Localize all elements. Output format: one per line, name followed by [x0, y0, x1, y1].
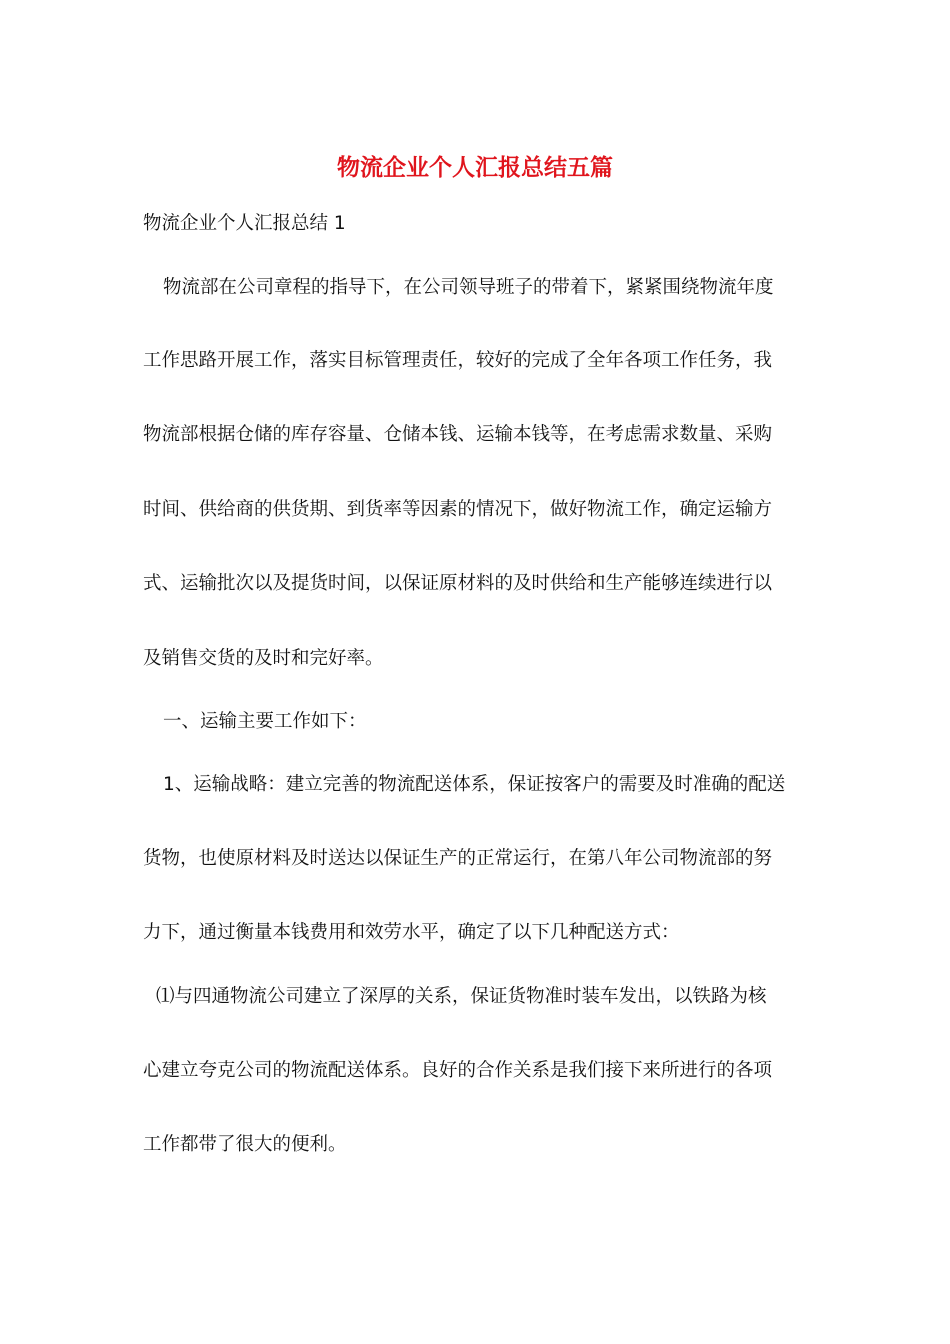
- paragraph-line: 1、运输战略：建立完善的物流配送体系，保证按客户的需要及时准确的配送: [163, 774, 786, 795]
- paragraph-line: ⑴与四通物流公司建立了深厚的关系，保证货物准时装车发出，以铁路为核: [156, 986, 767, 1007]
- paragraph-line: 货物，也使原材料及时送达以保证生产的正常运行，在第八年公司物流部的努: [143, 848, 773, 869]
- paragraph-line: 力下，通过衡量本钱费用和效劳水平，确定了以下几种配送方式：: [143, 922, 680, 943]
- section-heading: 物流企业个人汇报总结 1: [143, 213, 346, 234]
- paragraph-line: 物流部根据仓储的库存容量、仓储本钱、运输本钱等，在考虑需求数量、采购: [143, 424, 773, 445]
- paragraph-line: 时间、供给商的供货期、到货率等因素的情况下，做好物流工作，确定运输方: [143, 499, 773, 520]
- paragraph-line: 及销售交货的及时和完好率。: [143, 648, 384, 669]
- paragraph-line: 式、运输批次以及提货时间，以保证原材料的及时供给和生产能够连续进行以: [143, 573, 773, 594]
- paragraph-line: 心建立夸克公司的物流配送体系。良好的合作关系是我们接下来所进行的各项: [143, 1060, 773, 1081]
- paragraph-line: 工作思路开展工作，落实目标管理责任，较好的完成了全年各项工作任务，我: [143, 350, 773, 371]
- paragraph-line: 工作都带了很大的便利。: [143, 1134, 347, 1155]
- subheading: 一、运输主要工作如下：: [163, 711, 367, 732]
- document-title: 物流企业个人汇报总结五篇: [337, 154, 613, 181]
- paragraph-line: 物流部在公司章程的指导下，在公司领导班子的带着下，紧紧围绕物流年度: [163, 277, 774, 298]
